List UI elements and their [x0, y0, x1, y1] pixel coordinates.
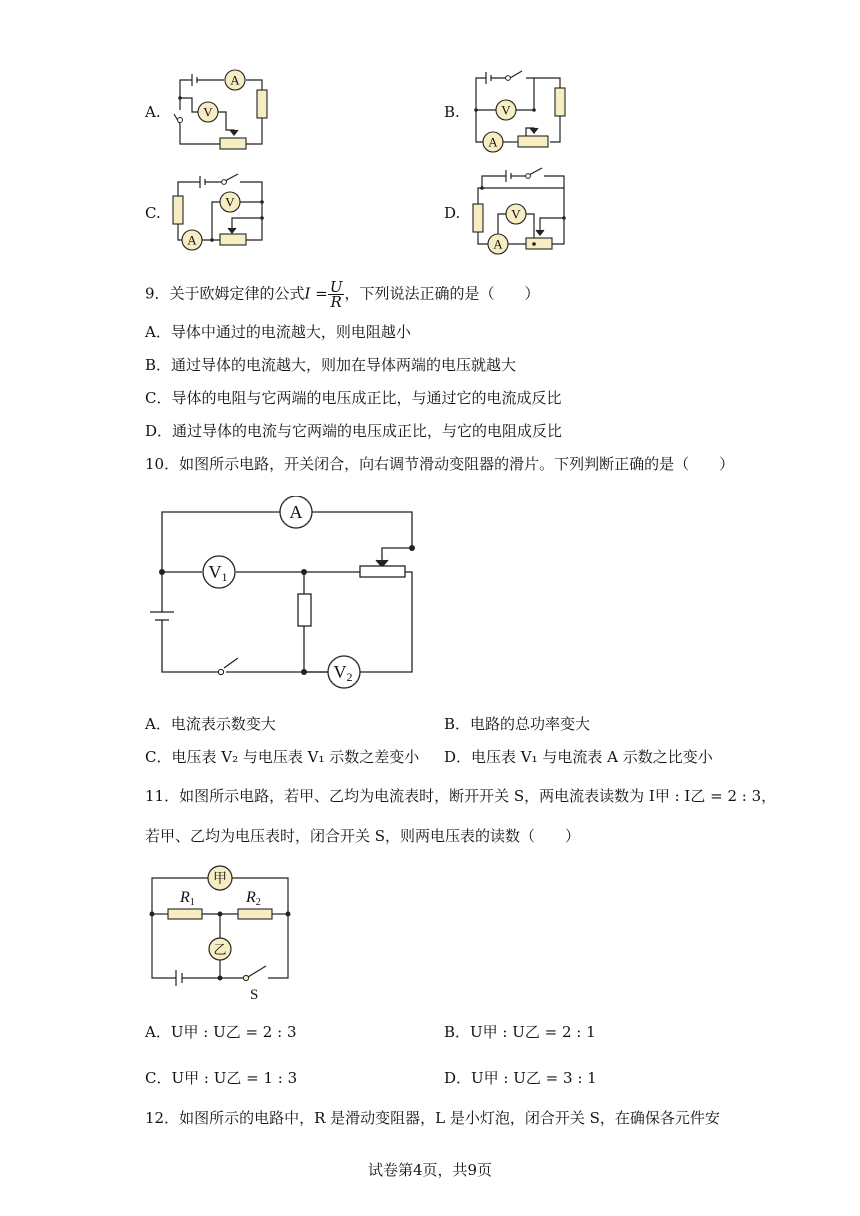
svg-text:A: A	[488, 134, 498, 150]
q8-circuit-c	[168, 168, 272, 256]
q10-circuit-diagram	[140, 496, 430, 696]
q11-jia-label: 甲	[213, 872, 227, 887]
svg-text:R1: R1	[180, 889, 195, 908]
q9-stem-prefix: 9．关于欧姆定律的公式	[145, 284, 305, 303]
q11-circuit-diagram	[144, 860, 294, 1002]
q11-stem-line2: 若甲、乙均为电压表时，闭合开关 S，则两电压表的读数（ ）	[145, 827, 581, 845]
q11-option-d[interactable]: D．U甲 : U乙 = 3 : 1	[444, 1069, 597, 1087]
q8-option-d-label: D.	[444, 204, 461, 222]
q12-stem: 12．如图所示的电路中，R 是滑动变阻器，L 是小灯泡，闭合开关 S，在确保各元件安	[145, 1109, 720, 1127]
q11-stem-line1: 11．如图所示电路，若甲、乙均为电流表时，断开开关 S，两电流表读数为 I甲 : I乙 = 2 : 3，	[145, 787, 777, 805]
page-footer: 试卷第4页，共9页	[367, 1161, 493, 1179]
q9-formula-fraction	[328, 280, 345, 309]
svg-text:V: V	[511, 206, 521, 222]
q10-ammeter-label: A	[289, 502, 303, 522]
q9-formula-denominator: R	[330, 293, 342, 311]
svg-text:V: V	[501, 102, 511, 118]
q9-stem-suffix: ，下列说法正确的是（ ）	[344, 284, 540, 303]
q11-yi-label: 乙	[213, 942, 227, 957]
q10-option-c[interactable]: C．电压表 V₂ 与电压表 V₁ 示数之差变小	[145, 748, 420, 766]
q8-option-b-label: B.	[444, 103, 460, 121]
q8-circuit-d	[468, 164, 578, 260]
q9-formula-lhs: I =	[304, 284, 328, 303]
q9-stem	[145, 280, 539, 309]
q8-option-c-label: C.	[145, 204, 161, 222]
q9-formula-numerator: U	[329, 278, 343, 296]
q10-option-b[interactable]: B．电路的总功率变大	[444, 715, 591, 733]
svg-text:R2: R2	[246, 889, 261, 908]
q8-circuit-a	[170, 68, 280, 152]
q11-option-a[interactable]: A．U甲 : U乙 = 2 : 3	[145, 1023, 297, 1041]
q11-switch-label: S	[250, 987, 259, 1002]
q11-option-c[interactable]: C．U甲 : U乙 = 1 : 3	[145, 1069, 298, 1087]
q11-option-b[interactable]: B．U甲 : U乙 = 2 : 1	[444, 1023, 596, 1041]
q8-option-a-label: A.	[145, 103, 161, 121]
svg-text:A: A	[493, 236, 503, 252]
q9-option-a[interactable]: A．导体中通过的电流越大，则电阻越小	[145, 323, 411, 341]
q8-circuit-b	[470, 66, 580, 156]
svg-text:V2: V2	[333, 662, 353, 684]
q9-option-b[interactable]: B．通过导体的电流越大，则加在导体两端的电压就越大	[145, 356, 517, 374]
q10-option-a[interactable]: A．电流表示数变大	[145, 715, 276, 733]
svg-text:A: A	[230, 72, 240, 88]
svg-text:V1: V1	[208, 562, 228, 584]
q9-option-d[interactable]: D．通过导体的电流与它两端的电压成正比，与它的电阻成反比	[145, 422, 563, 440]
q9-option-c[interactable]: C．导体的电阻与它两端的电压成正比，与通过它的电流成反比	[145, 389, 562, 407]
svg-text:V: V	[203, 104, 213, 120]
svg-text:V: V	[225, 194, 235, 210]
svg-text:A: A	[187, 232, 197, 248]
q10-option-d[interactable]: D．电压表 V₁ 与电流表 A 示数之比变小	[444, 748, 713, 766]
q10-stem: 10．如图所示电路，开关闭合，向右调节滑动变阻器的滑片。下列判断正确的是（ ）	[145, 455, 735, 473]
